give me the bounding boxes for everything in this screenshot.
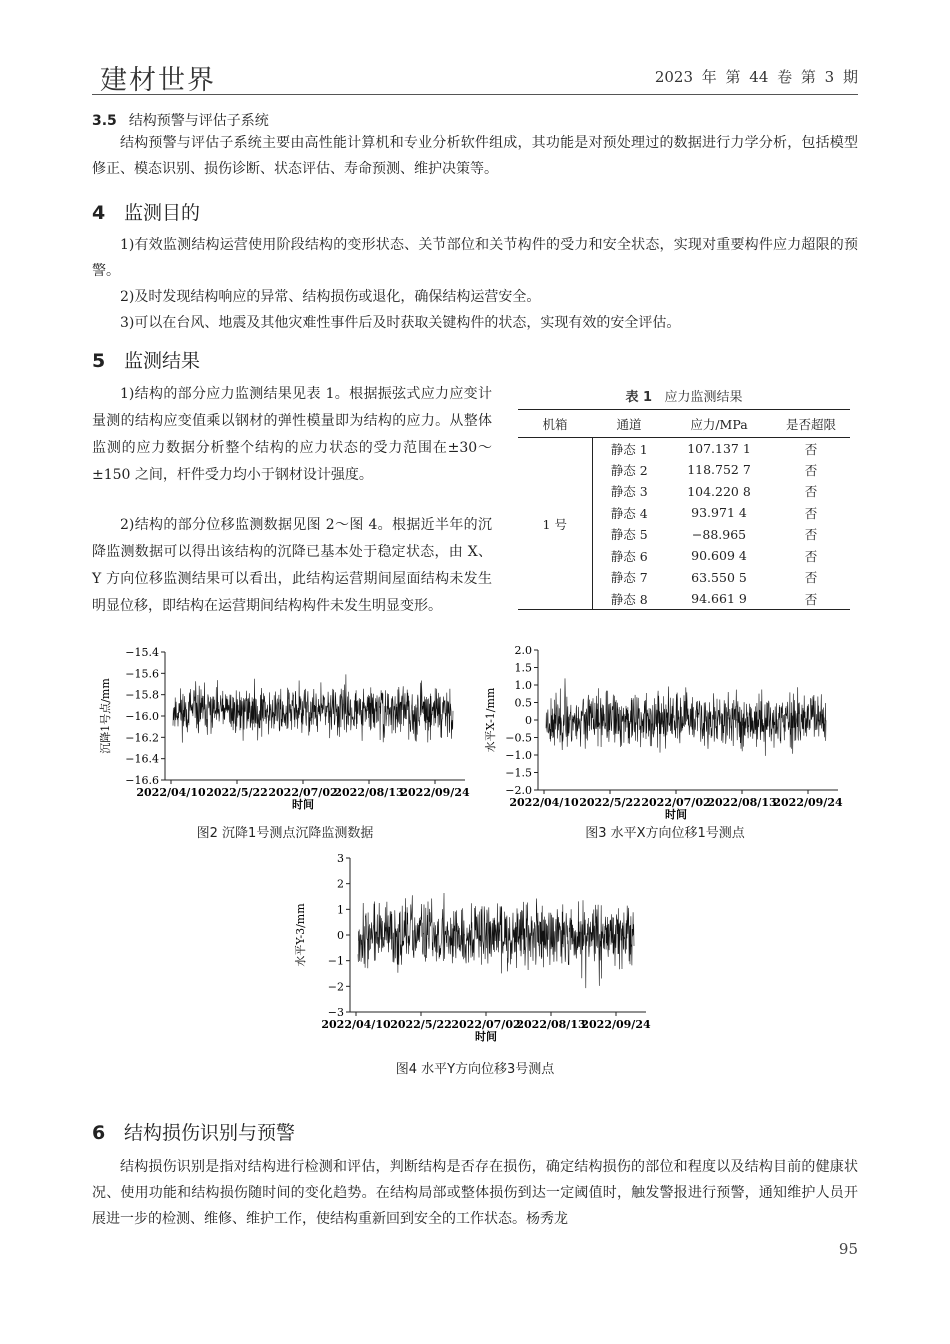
table-cell: 静态 8	[610, 591, 648, 607]
section-4-item-2: 2)及时发现结构响应的异常、结构损伤或退化，确保结构运营安全。	[120, 289, 541, 305]
x-tick-label: 2022/07/02	[641, 796, 711, 809]
issue-info: 2023 年 第 44 卷 第 3 期	[654, 68, 858, 86]
y-tick-label: −15.6	[125, 667, 159, 681]
x-axis-label: 时间	[292, 798, 314, 811]
table-cell: 静态 3	[610, 484, 648, 500]
table-cell: 静态 2	[610, 462, 648, 478]
y-tick-label: −2.0	[505, 784, 532, 797]
journal-title: 建材世界	[100, 65, 216, 96]
x-tick-label: 2022/08/13	[707, 796, 777, 809]
section-4-item-3: 3)可以在台风、地震及其他灾难性事件后及时获取关键构件的状态，实现有效的安全评估。	[120, 315, 681, 331]
y-tick-label: 0	[337, 929, 344, 942]
x-tick-label: 2022/5/22	[390, 1018, 452, 1031]
y-axis-label: 水平Y-3/mm	[294, 903, 307, 967]
y-axis-label: 水平X-1/mm	[484, 687, 497, 753]
table-cell: 118.752 7	[687, 462, 751, 478]
y-tick-label: −15.8	[125, 688, 159, 702]
y-tick-label: −1.5	[505, 766, 532, 780]
section-title: 结构损伤识别与预警	[124, 1122, 296, 1144]
y-tick-label: −16.2	[125, 731, 159, 745]
table-header: 应力/MPa	[690, 416, 748, 432]
table-cell: 静态 6	[610, 548, 648, 564]
table-cell: 否	[804, 591, 818, 607]
table-cell: 90.609 4	[691, 548, 747, 564]
figure-2-caption: 图2 沉降1号测点沉降监测数据	[196, 826, 374, 841]
table-cell: 静态 7	[610, 570, 648, 586]
y-tick-label: 3	[337, 852, 344, 865]
x-tick-label: 2022/07/02	[268, 786, 338, 799]
section-5-paragraph-2: 2)结构的部分位移监测数据见图 2～图 4。根据近半年的沉降监测数据可以得出该结构的沉降已基本处于稳定状态，由 X、Y 方向位移监测结果可以看出，此结构运营期间屋面结构未发生明显位移，即结构在运营期间结构构件未发生明显变形。	[92, 517, 492, 614]
y-tick-label: −1.0	[505, 749, 532, 762]
table-caption-text: 应力监测结果	[664, 390, 743, 405]
y-tick-label: 2	[337, 877, 344, 891]
table-cell: 静态 4	[610, 505, 648, 521]
table-caption-number: 表 1	[625, 390, 653, 405]
header-rule	[92, 94, 858, 95]
y-tick-label: −16.6	[125, 774, 159, 787]
x-tick-label: 2022/5/22	[206, 786, 268, 799]
y-tick-label: 0.5	[514, 696, 532, 710]
series-line	[358, 893, 634, 988]
section-title: 监测结果	[124, 350, 201, 372]
chart-fig4	[290, 848, 660, 1066]
x-tick-label: 2022/04/10	[509, 796, 579, 809]
x-axis-label: 时间	[475, 1030, 497, 1043]
section-number: 6	[92, 1122, 106, 1144]
table-cell: 否	[804, 527, 818, 543]
table-cell: 107.137 1	[687, 441, 751, 456]
table-cell: −88.965	[691, 526, 747, 542]
y-tick-label: 1.5	[514, 661, 532, 675]
x-tick-label: 2022/08/13	[334, 786, 404, 799]
chart-fig3	[480, 640, 850, 840]
section-4-heading	[92, 198, 200, 225]
chart-fig2	[95, 640, 475, 840]
section-number: 5	[92, 350, 106, 372]
table-cell-box: 1 号	[518, 438, 592, 610]
x-tick-label: 2022/07/02	[451, 1018, 521, 1031]
y-tick-label: 1.0	[514, 679, 532, 692]
stress-table	[518, 409, 850, 610]
section-title: 监测目的	[124, 202, 201, 224]
figure-3-caption: 图3 水平X方向位移1号测点	[585, 826, 745, 841]
x-tick-label: 2022/04/10	[136, 786, 206, 799]
y-tick-label: −3	[327, 1006, 344, 1019]
y-tick-label: −16.4	[125, 752, 159, 766]
y-tick-label: 2.0	[514, 644, 532, 657]
y-tick-label: −2	[327, 980, 344, 994]
subsection-3-5-paragraph: 结构预警与评估子系统主要由高性能计算机和专业分析软件组成，其功能是对预处理过的数据进行力学分析，包括模型修正、模态识别、损伤诊断、状态评估、寿命预测、维护决策等。	[92, 135, 858, 177]
section-4-item-1: 1)有效监测结构运营使用阶段结构的变形状态、关节部位和关节构件的受力和安全状态，实现对重要构件应力超限的预警。	[92, 237, 858, 279]
table-cell: 否	[804, 548, 818, 564]
table-cell: 否	[804, 484, 818, 500]
y-tick-label: −16.0	[125, 710, 159, 723]
y-tick-label: −1	[327, 954, 344, 968]
y-tick-label: −0.5	[505, 731, 532, 745]
table-cell: 否	[804, 462, 818, 478]
page-number: 95	[838, 1240, 858, 1258]
y-tick-label: 0	[525, 714, 532, 727]
table-cell: 93.971 4	[691, 505, 747, 521]
table-header: 是否超限	[785, 416, 836, 432]
figure-4-caption: 图4 水平Y方向位移3号测点	[395, 1062, 555, 1077]
x-tick-label: 2022/09/24	[400, 786, 470, 799]
series-line	[173, 674, 453, 742]
table-row	[518, 438, 850, 460]
subsection-number: 3.5	[92, 113, 117, 129]
table-cell: 63.550 5	[691, 569, 747, 585]
table-cell: 否	[804, 441, 818, 457]
y-tick-label: 1	[337, 903, 344, 917]
section-5-heading	[92, 346, 200, 373]
x-tick-label: 2022/08/13	[516, 1018, 586, 1031]
table-cell: 94.661 9	[691, 591, 747, 606]
series-line	[546, 678, 826, 756]
table-cell: 104.220 8	[687, 483, 751, 499]
section-6-heading	[92, 1118, 295, 1145]
table-cell: 静态 5	[610, 527, 648, 543]
table-cell: 静态 1	[610, 441, 648, 457]
x-tick-label: 2022/09/24	[581, 1018, 651, 1031]
section-6-paragraph: 结构损伤识别是指对结构进行检测和评估，判断结构是否存在损伤，确定结构损伤的部位和程度以及结构目前的健康状况、使用功能和结构损伤随时间的变化趋势。在结构局部或整体损伤到达一定阈值时，触发警报进行预警，通知维护人员开展进一步的检测、维修、维护工作，使结构重新回到安全的工作状态。杨秀龙	[92, 1159, 858, 1227]
section-number: 4	[92, 202, 106, 224]
section-5-paragraph-1: 1)结构的部分应力监测结果见表 1。根据振弦式应力应变计量测的结构应变值乘以钢材的弹性模量即为结构的应力。从整体监测的应力数据分析整个结构的应力状态的受力范围在±30～±150 之间，杆件受力均小于钢材设计强度。	[92, 386, 492, 483]
y-axis-label: 沉降1号点/mm	[99, 678, 112, 754]
table-caption	[518, 386, 850, 405]
table-cell: 否	[804, 505, 818, 521]
table-cell: 否	[804, 570, 818, 586]
x-tick-label: 2022/09/24	[773, 796, 843, 809]
table-header: 通道	[616, 416, 642, 432]
x-tick-label: 2022/04/10	[321, 1018, 391, 1031]
table-header: 机箱	[542, 416, 568, 432]
y-tick-label: −15.4	[125, 646, 159, 659]
subsection-3-5-heading	[92, 110, 269, 130]
x-axis-label: 时间	[665, 808, 687, 821]
x-tick-label: 2022/5/22	[579, 796, 641, 809]
subsection-title: 结构预警与评估子系统	[128, 113, 269, 129]
